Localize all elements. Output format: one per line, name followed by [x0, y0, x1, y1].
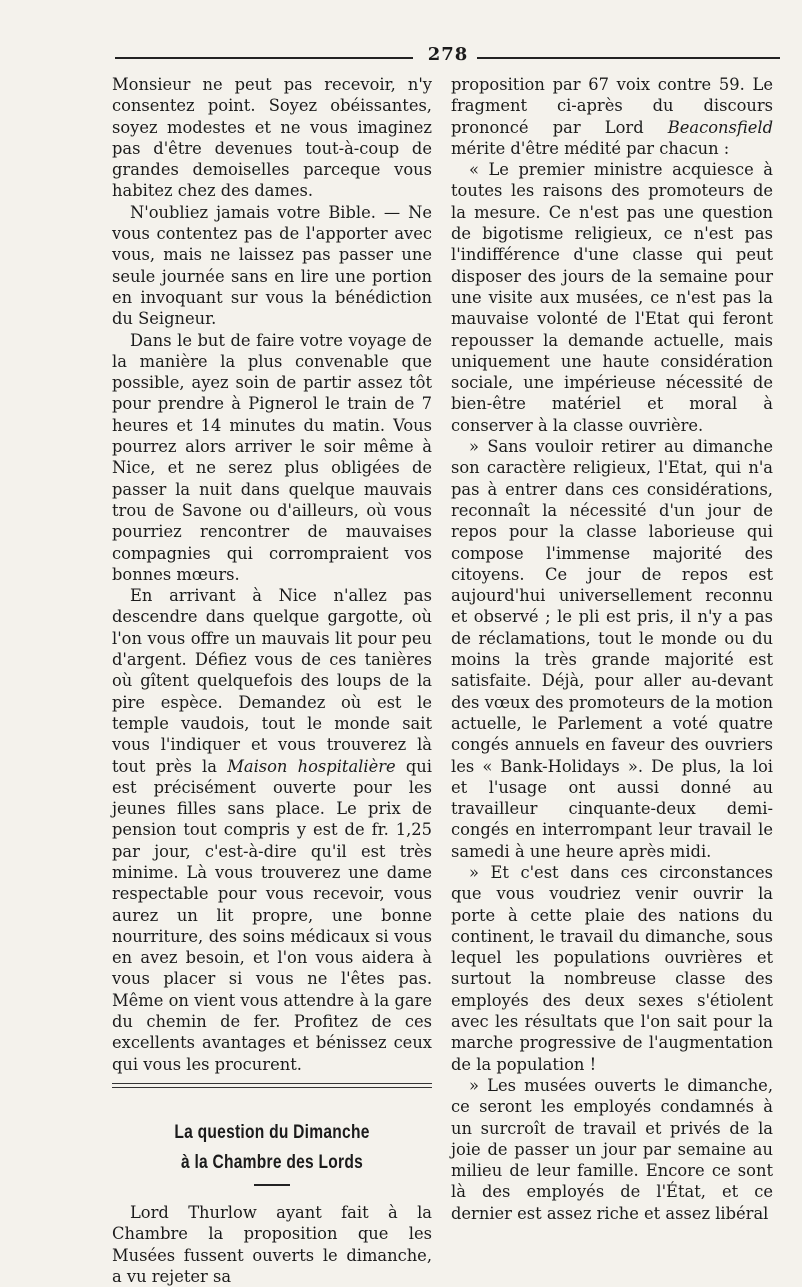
paragraph-continued: Monsieur ne peut pas recevoir, n'y consentez point. Soyez obéissantes, soyez modestes et ne vous imaginez pas d'être devenues tout-à-coup de grandes demoiselles parceque vous habitez chez des dames.: [112, 75, 432, 201]
paragraph-proposition-text-a: proposition par 67 voix contre 59. Le fragment ci-après du discours prononcé par Lord: [451, 75, 773, 137]
paragraph-nice-text-b: qui est précisément ouverte pour les jeunes filles sans place. Le prix de pension tout compris y est de fr. 1,25 par jour, c'est-à-dire qu'il est très minime. Là vous trouverez une dame respectable pour vous recevoir, vous aurez un lit propre, une bonne nourriture, des soins médicaux si vous en avez besoin, et l'on vous aidera à vous placer si vous ne l'êtes pas. Même on vient vous attendre à la gare du chemin de fer. Profitez de ces excellents avantages et bénissez ceux qui vous les procurent.: [112, 756, 432, 1074]
paragraph-bible: N'oubliez jamais votre Bible. — Ne vous contentez pas de l'apporter avec vous, mais ne laissez pas passer une seule journée sans en lire une portion en invoquant sur vous la bénédiction du Seigneur.: [112, 202, 432, 329]
paragraph-premier-ministre: « Le premier ministre acquiesce à toutes les raisons des promoteurs de la mesure. Ce n'est pas une question de bigotisme religieux, ce n'est pas l'indifférence d'une classe qui peut disposer des jours de la semaine pour une visite aux musées, ce n'est pas la mauvaise volonté de l'Etat qui feront repousser la demande actuelle, mais uniquement une haute considération sociale, une impérieuse nécessité de bien-être matériel et moral à conserver à la classe ouvrière.: [451, 160, 773, 435]
right-column: [451, 74, 773, 1224]
paragraph-nice-text-a: En arrivant à Nice n'allez pas descendre dans quelque gargotte, où l'on vous offre un mauvais lit pour peu d'argent. Défiez vous de ces tanières où gîtent quelquefois des loups de la pire espèce. Demandez où est le temple vaudois, tout le monde sait vous l'indiquer et vous trouverez là tout près la: [112, 586, 432, 776]
header-rule-right: [477, 57, 780, 59]
section-title-line-2: à la Chambre des Lords: [180, 1151, 364, 1173]
paragraph-proposition: [451, 74, 773, 159]
title-underline: [254, 1184, 290, 1186]
section-divider: [112, 1083, 432, 1088]
paragraph-nice: [112, 585, 432, 1075]
paragraph-thurlow: Lord Thurlow ayant fait à la Chambre la proposition que les Musées fussent ouverts le dimanche, a vu rejeter sa: [112, 1202, 432, 1286]
left-column: [112, 74, 432, 1287]
maison-hospitaliere: Maison hospitalière: [227, 756, 396, 776]
paragraph-musees: » Les musées ouverts le dimanche, ce seront les employés condamnés à un surcroît de travail et privés de la joie de passer un jour par semaine au milieu de leur famille. Encore ce sont là des employés de l'État, et ce dernier est assez riche et assez libéral: [451, 1075, 773, 1223]
paragraph-repos: » Sans vouloir retirer au dimanche son caractère religieux, l'Etat, qui n'a pas à entrer dans ces considérations, reconnaît la nécessité d'un jour de repos pour la classe laborieuse qui compose l'immense majorité des citoyens. Ce jour de repos est aujourd'hui universellement reconnu et observé ; le pli est pris, il n'y a pas de réclamations, tout le monde ou du moins la très grande majorité est satisfaite. Déjà, pour aller au-devant des vœux des promoteurs de la motion actuelle, le Parlement a voté quatre congés annuels en faveur des ouvriers les « Bank-Holidays ». De plus, la loi et l'usage ont aussi donné au travailleur cinquante-deux demi-congés en interrompant leur travail le samedi à une heure après midi.: [451, 437, 773, 861]
section-title: [141, 1118, 403, 1178]
header-rule-left: [115, 57, 413, 59]
paragraph-voyage: Dans le but de faire votre voyage de la manière la plus convenable que possible, ayez soin de partir assez tôt pour prendre à Pignerol le train de 7 heures et 14 minutes du matin. Vous pourrez alors arriver le soir même à Nice, et ne serez plus obligées de passer la nuit dans quelque mauvais trou de Savone ou d'ailleurs, où vous pourriez rencontrer de mauvaises compagnies qui corrompraient vos bonnes mœurs.: [112, 330, 432, 584]
paragraph-circonstances: » Et c'est dans ces circonstances que vous voudriez venir ouvrir la porte à cette plaie des nations du continent, le travail du dimanche, sous lequel les populations ouvrières et surtout la nombreuse classe des employés des deux sexes s'étiolent avec les résultats que l'on sait pour la marche progressive de l'augmentation de la population !: [451, 862, 773, 1074]
paragraph-proposition-text-b: mérite d'être médité par chacun :: [451, 138, 730, 158]
page-header: [115, 44, 780, 68]
beaconsfield: Beaconsfield: [667, 117, 773, 137]
page-number: 278: [427, 44, 469, 65]
section-title-line-1: La question du Dimanche: [174, 1121, 370, 1143]
